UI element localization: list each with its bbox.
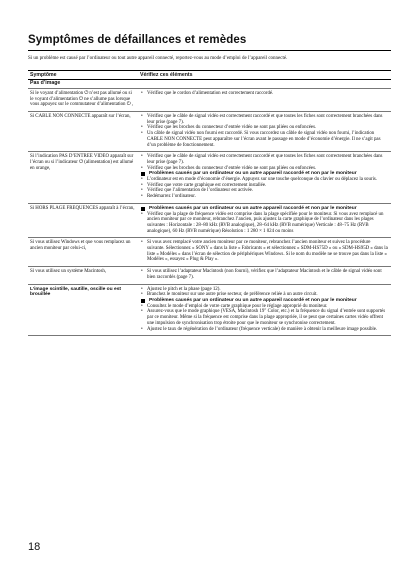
symptom-cell: Si le voyant d’alimentation ⏻ n’est pas allumé ou si le voyant d’alimentation ⏻ ne s’allume pas lorsque vous appuyez sur le commutateur d’alimentation ⏻ , (28, 88, 138, 111)
remedy-item: • Vérifiez que les broches du connecteur d’entrée vidéo ne sont pas pliées ou enfoncées. (140, 166, 389, 172)
symptom-cell: Si l’indication PAS D’ENTREE VIDEO apparaît sur l’écran ou si l’indicateur ⏻ (alimentation) est allumé en orange, (28, 152, 138, 204)
remedy-item: • Vérifiez que la plage de fréquence vidéo est comprise dans la plage spécifiée pour le moniteur. Si vous avez remplacé un ancien moniteur par ce moniteur, rebranchez l’ancien, puis ajustez la carte graphique de l’ordinateur dans les plages suivantes : Horizontale : 28–80 kHz (RVB analogique), 28–64 kHz (RVB numérique) Verticale : 48–75 Hz (RVB analogique), 60 Hz (RVB numérique) Résolution : 1 280 × 1 024 ou moins (140, 212, 389, 235)
remedy-item: • Vérifiez que le cordon d’alimentation est correctement raccordé. (140, 91, 389, 97)
remedy-item: • Redémarrez l’ordinateur. (140, 194, 389, 200)
remedy-list (140, 269, 389, 280)
remedy-item: • Ajustez le pitch et la phase (page 12). (140, 287, 389, 293)
page-content (28, 34, 391, 336)
troubleshooting-table (28, 70, 391, 336)
remedy-cell (138, 152, 391, 204)
remedy-item: • Vérifiez que les broches du connecteur d’entrée vidéo ne sont pas pliées ou enfoncées. (140, 125, 389, 131)
column-header-symptom: Symptôme (28, 71, 138, 80)
remedy-cell (138, 203, 391, 238)
cause-heading: Problèmes causés par un ordinateur ou un autre appareil raccordé et non par le moniteur (140, 298, 389, 304)
remedy-list (140, 154, 389, 200)
section-heading: Pas d’image (28, 80, 391, 89)
table-row (28, 267, 391, 284)
symptom-cell: L’image scintille, sautille, oscille ou est brouillée (28, 284, 138, 336)
section-row (28, 80, 391, 89)
remedy-item: • Vérifiez que le câble de signal vidéo est correctement raccordé et que toutes les fiches sont correctement branchées dans leur prise (page 7). (140, 154, 389, 165)
remedy-cell (138, 88, 391, 111)
symptom-cell: Si vous utilisez Windows et que vous remplacez un ancien moniteur par celui-ci, (28, 238, 138, 267)
table-row (28, 284, 391, 336)
remedy-list (140, 287, 389, 333)
cause-heading: Problèmes causés par un ordinateur ou un autre appareil raccordé et non par le moniteur (140, 171, 389, 177)
remedy-cell (138, 267, 391, 284)
remedy-cell (138, 284, 391, 336)
remedy-cell (138, 112, 391, 152)
remedy-item: • Vérifiez que le câble de signal vidéo est correctement raccordé et que toutes les fiches sont correctement branchées dans leur prise (page 7). (140, 114, 389, 125)
remedy-item: • Consultez le mode d’emploi de votre carte graphique pour le réglage approprié du moniteur. (140, 304, 389, 310)
table-row (28, 152, 391, 204)
page-number: 18 (28, 541, 41, 553)
remedy-item: • Vérifiez que votre carte graphique est correctement installée. (140, 183, 389, 189)
intro-paragraph: Si un problème est causé par l’ordinateur ou tout autre appareil connecté, reportez-vous au mode d’emploi de l’appareil connecté. (28, 56, 288, 61)
remedy-item: • Assurez-vous que le mode graphique (VESA, Macintosh 19" Color, etc.) et la fréquence du signal d’entrée sont supportés par ce moniteur. Même si la fréquence est comprise dans la plage appropriée, il se peut que certaines cartes vidéo offrent une impulsion de synchronisation trop étroite pour que le moniteur se synchronise correctement. (140, 309, 389, 326)
table-row (28, 88, 391, 111)
remedy-cell (138, 238, 391, 267)
symptom-cell: Si HORS PLAGE FREQUENCES apparaît à l’écran, (28, 203, 138, 238)
remedy-item: • Vérifiez que l’alimentation de l’ordinateur est activée. (140, 188, 389, 194)
symptom-cell: Si CABLE NON CONNECTE apparaît sur l’écran, (28, 112, 138, 152)
remedy-list (140, 240, 389, 263)
remedy-item: • Ajustez le taux de régénération de l’ordinateur (fréquence verticale) de manière à obtenir la meilleure image possible. (140, 327, 389, 333)
column-header-check: Vérifiez ces éléments (138, 71, 391, 80)
table-row (28, 203, 391, 238)
remedy-item: • Si vous avez remplacé votre ancien moniteur par ce moniteur, rebranchez l’ancien moniteur et suivez la procédure suivante. Sélectionnez « SONY » dans la liste « Fabricants » et sélectionnez « SDM-HS75D » ou « SDM-HS95D » dans la liste « Modèles » dans l’écran de sélection de périphériques Windows. Si le nom du modèle ne se trouve pas dans la liste « Modèles », essayez « Plug & Play ». (140, 240, 389, 263)
remedy-list (140, 114, 389, 148)
remedy-item: • Branchez le moniteur sur une autre prise secteur, de préférence reliée à un autre circuit. (140, 292, 389, 298)
table-row (28, 112, 391, 152)
page-title: Symptômes de défaillances et remèdes (28, 34, 247, 46)
table-header-row (28, 71, 391, 80)
title-divider (28, 50, 391, 51)
remedy-list (140, 91, 389, 97)
remedy-list (140, 206, 389, 235)
remedy-item: • Un câble de signal vidéo non fourni est raccordé. Si vous raccordez un câble de signal vidéo non fourni, l’indication CABLE NON CONNECTE peut apparaître sur l’écran avant le passage en mode d’économie d’énergie. Il ne s’agit pas d’un problème de fonctionnement. (140, 131, 389, 148)
remedy-item: • Si vous utilisez l’adaptateur Macintosh (non fourni), vérifiez que l’adaptateur Macintosh et le câble de signal vidéo sont bien raccordés (page 7). (140, 269, 389, 280)
table-row (28, 238, 391, 267)
symptom-cell: Si vous utilisez un système Macintosh, (28, 267, 138, 284)
cause-heading: Problèmes causés par un ordinateur ou un autre appareil raccordé et non par le moniteur (140, 206, 389, 212)
table-body (28, 80, 391, 336)
remedy-item: • L’ordinateur est en mode d’économie d’énergie. Appuyez sur une touche quelconque du clavier ou déplacez la souris. (140, 177, 389, 183)
